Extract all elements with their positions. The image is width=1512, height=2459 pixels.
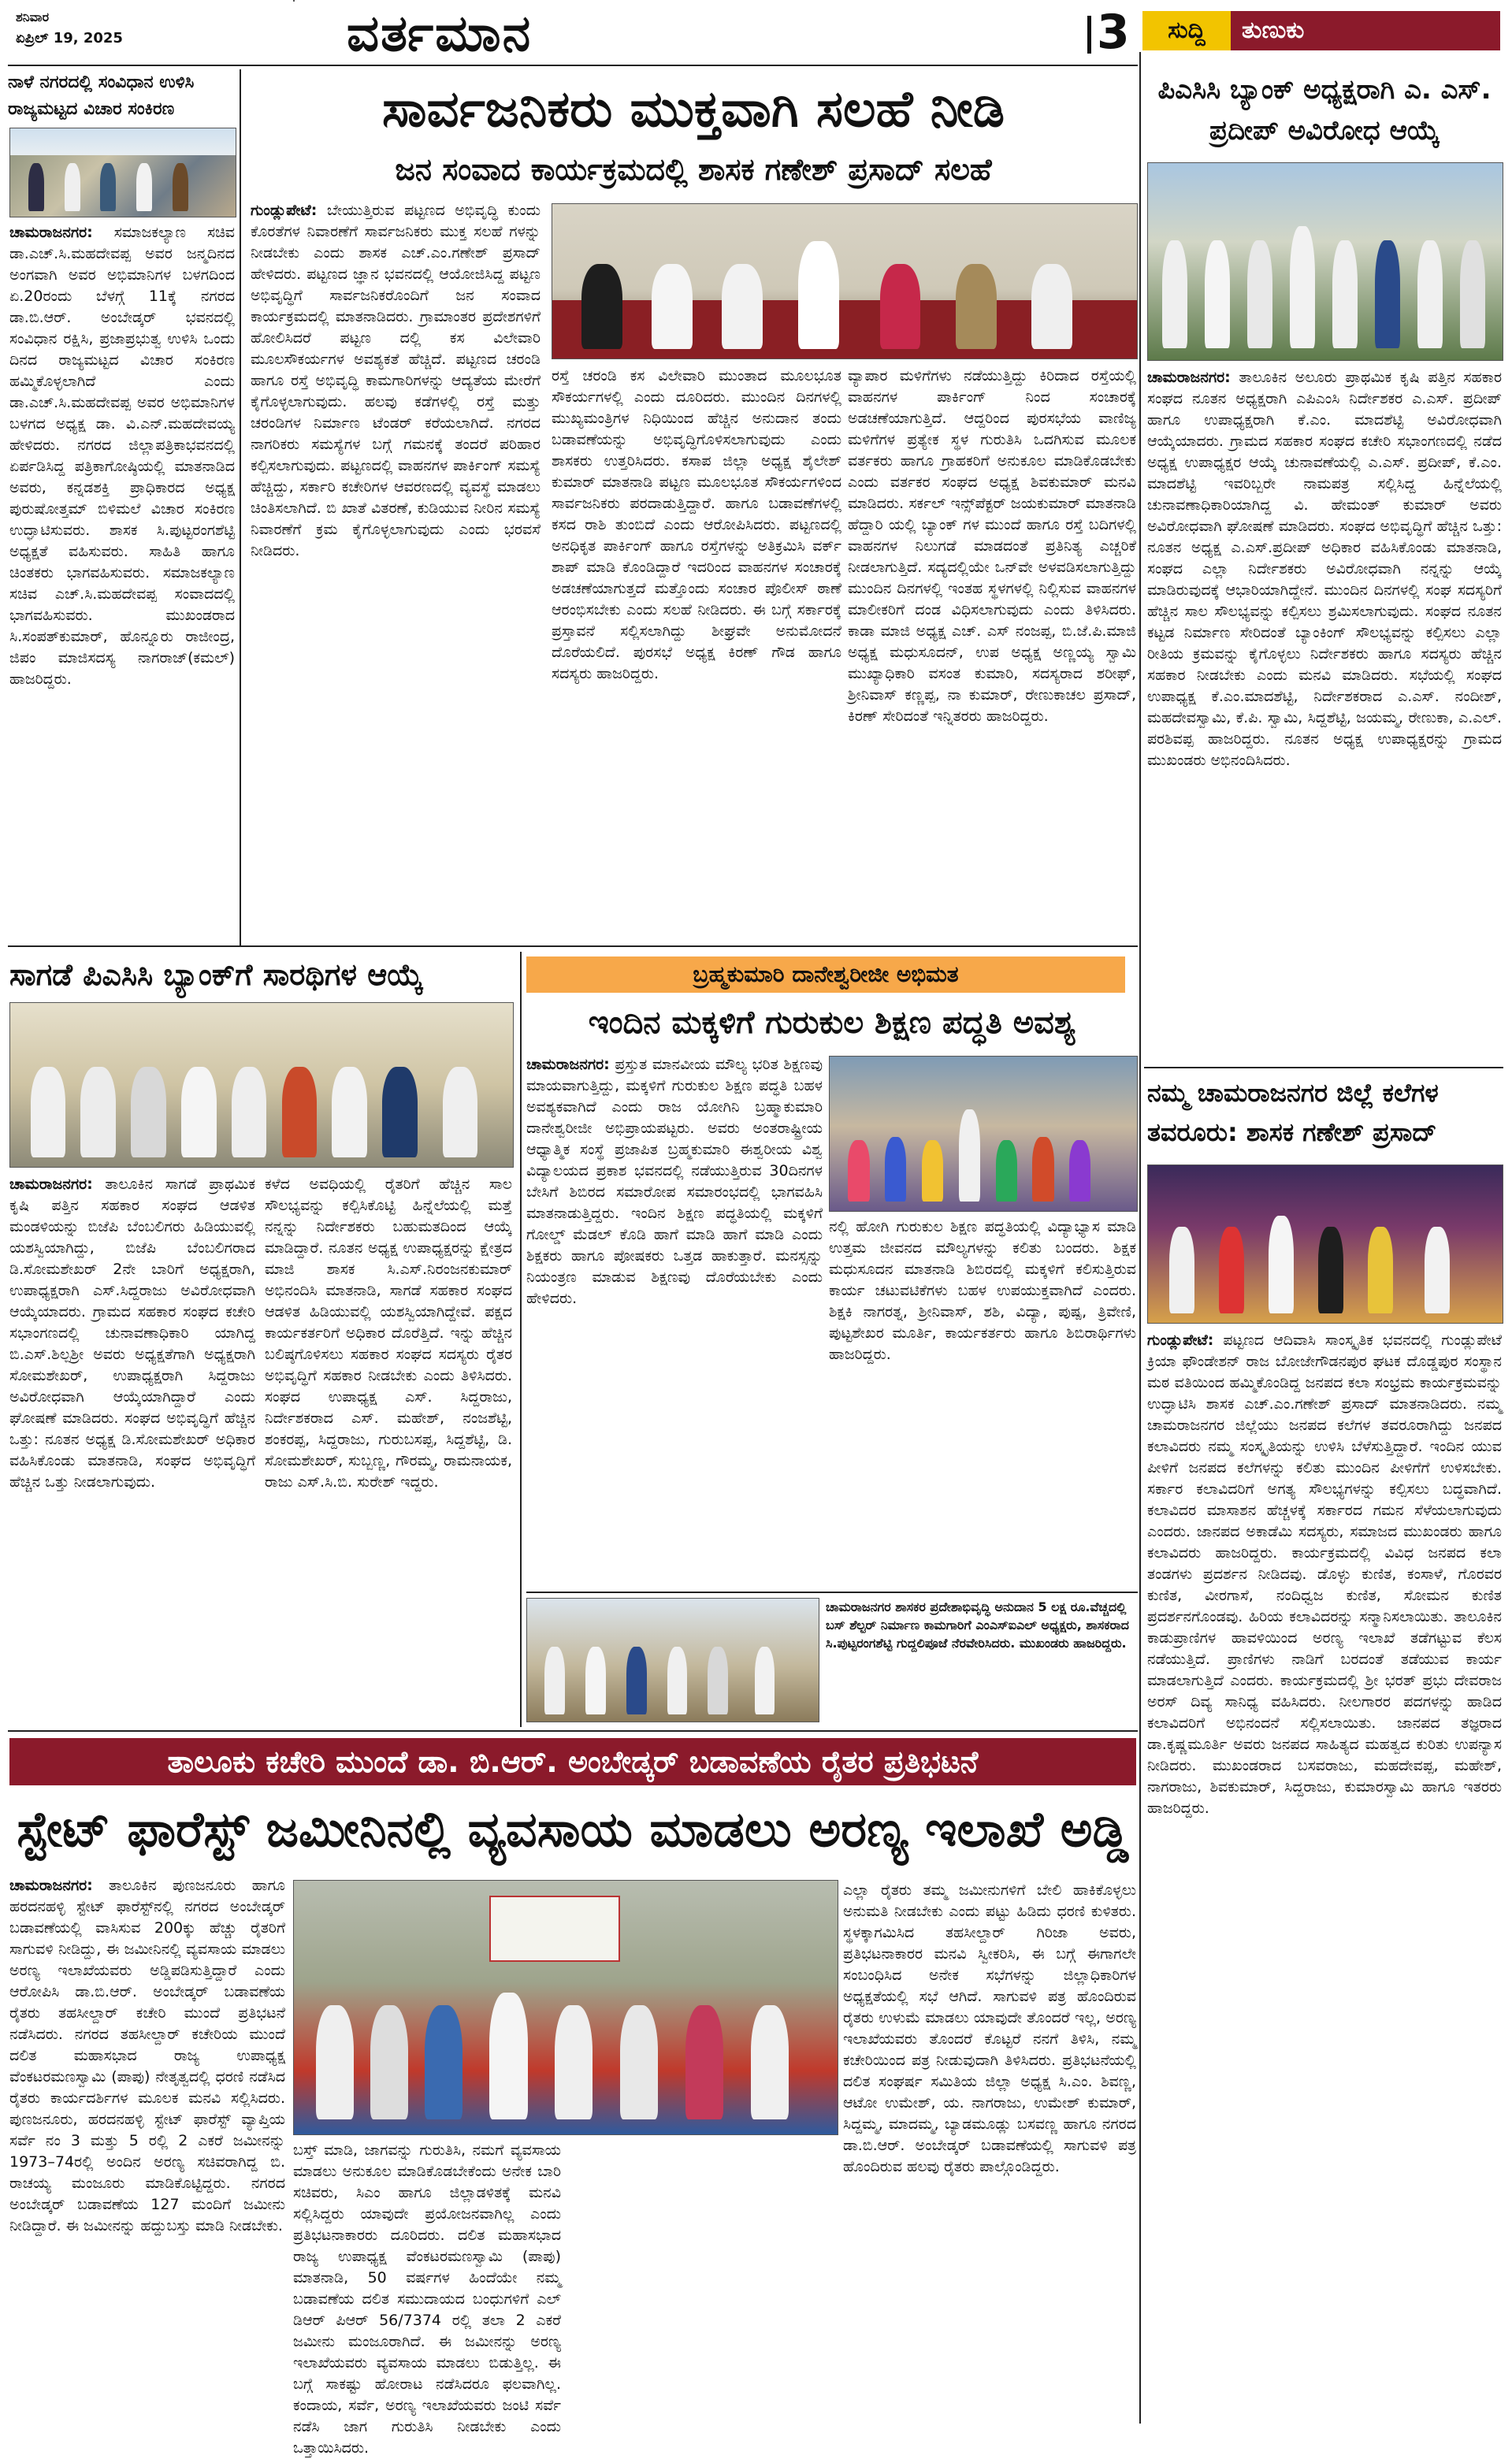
sagade-text-a: ತಾಲೂಕಿನ ಸಾಗಡೆ ಪ್ರಾಥಮಿಕ ಕೃಷಿ ಪತ್ತಿನ ಸಹಕಾರ ಸಂಘದ ಆಡಳಿತ ಮಂಡಳಿಯನ್ನು ಬಿಜೆಪಿ ಬೆಂಬಲಿಗರು ಹಿಡಿಯುವಲ್ಲಿ ಯಶಸ್ವಿಯಾಗಿದ್ದು, ಬಿಜೆಪಿ ಬೆಂಬಲಿಗರಾದ ಡಿ.ಸೋಮಶೇಖರ್ 2ನೇ ಬಾರಿಗೆ ಅಧ್ಯಕ್ಷರಾಗಿ, ಉಪಾಧ್ಯಕ್ಷರಾಗಿ ಎಸ್.ಸಿದ್ದರಾಜು ಅವಿರೋಧವಾಗಿ ಆಯ್ಕೆಯಾದರು. ಗ್ರಾಮದ ಸಹಕಾರ ಸಂಘದ ಕಚೇರಿ ಸಭಾಂಗಣದಲ್ಲಿ ಚುನಾವಣಾಧಿಕಾರಿ ಯಾಗಿದ್ದ ಬಿ.ಎಸ್.ಶಿಲ್ಪಶ್ರೀ ಅವರು ಅಧ್ಯಕ್ಷತೆಗಾಗಿ ಅಧ್ಯಕ್ಷರಾಗಿ ಸೋಮಶೇಖರ್, ಉಪಾಧ್ಯಕ್ಷರಾಗಿ ಸಿದ್ದರಾಜು ಅವಿರೋಧವಾಗಿ ಆಯ್ಕೆಯಾಗಿದ್ದಾರೆ ಎಂದು ಘೋಷಣೆ ಮಾಡಿದರು. ಸಂಘದ ಅಭಿವೃದ್ಧಿಗೆ ಹೆಚ್ಚಿನ ಒತ್ತು: ನೂತನ ಅಧ್ಯಕ್ಷ ಡಿ.ಸೋಮಶೇಖರ್ ಅಧಿಕಾರ ವಹಿಸಿಕೊಂಡು ಮಾತನಾಡಿ, ಸಂಘದ ಅಭಿವೃದ್ಧಿಗೆ ಹೆಚ್ಚಿನ ಒತ್ತು ನೀಡಲಾಗುವುದು. (9, 1176, 255, 1491)
sagade-text-b: ಕಳೆದ ಅವಧಿಯಲ್ಲಿ ರೈತರಿಗೆ ಹೆಚ್ಚಿನ ಸಾಲ ಸೌಲಭ್ಯವನ್ನು ಕಲ್ಪಿಸಿಕೊಟ್ಟಿ ಹಿನ್ನೆಲೆಯಲ್ಲಿ ಮತ್ತೆ ನನ್ನನ್ನು ನಿರ್ದೇಶಕರು ಬಹುಮತದಿಂದ ಆಯ್ಕೆ ಮಾಡಿದ್ದಾರೆ. ನೂತನ ಅಧ್ಯಕ್ಷ ಉಪಾಧ್ಯಕ್ಷರನ್ನು ಕ್ಷೇತ್ರದ ಮಾಜಿ ಶಾಸಕ ಸಿ.ಎಸ್.ನಿರಂಜನಕುಮಾರ್ ಅಭಿನಂದಿಸಿ ಮಾತನಾಡಿ, ಸಾಗಡೆ ಸಹಕಾರ ಸಂಘದ ಆಡಳಿತ ಹಿಡಿಯುವಲ್ಲಿ ಯಶಸ್ವಿಯಾಗಿದ್ದೇವೆ. ಪಕ್ಷದ ಕಾರ್ಯಕರ್ತರಿಗೆ ಅಧಿಕಾರ ದೊರೆತ್ತಿದೆ. ಇನ್ನು ಹೆಚ್ಚಿನ ಬಲಿಷ್ಠಗೊಳಿಸಲು ಸಹಕಾರ ಸಂಘದ ಸದಸ್ಯರು ರೈತರ ಅಭಿವೃದ್ಧಿಗೆ ಸಹಕಾರ ನೀಡಬೇಕು ಎಂದು ತಿಳಿಸಿದರು. ಸಂಘದ ಉಪಾಧ್ಯಕ್ಷ ಎಸ್. ಸಿದ್ದರಾಜು, ನಿರ್ದೇಶಕರಾದ ಎಸ್. ಮಹೇಶ್, ನಂಜಶೆಟ್ಟಿ, ಶಂಕರಪ್ಪ, ಸಿದ್ದರಾಜು, ಗುರುಬಸಪ್ಪ, ಸಿದ್ದಶೆಟ್ಟಿ, ಡಿ. ಸೋಮಶೇಖರ್, ಸುಬ್ಬಣ್ಣ, ಗೌರಮ್ಮ, ರಾಮನಾಯಕ, ರಾಜು ಎಸ್.ಸಿ.ಬಿ. ಸುರೇಶ್ ಇದ್ದರು. (265, 1176, 512, 1491)
right-dateline-1: ಚಾಮರಾಜನಗರ: (1147, 369, 1231, 386)
sagade-headline: ಸಾಗಡೆ ಪಿಎಸಿಸಿ ಬ್ಯಾಂಕ್‌ಗೆ ಸಾರಥಿಗಳ ಆಯ್ಕೆ (9, 957, 424, 992)
brahma-headline: ಇಂದಿನ ಮಕ್ಕಳಿಗೆ ಗುರುಕುಲ ಶಿಕ್ಷಣ ಪದ್ಧತಿ ಅವಶ್ಯ (588, 1005, 1076, 1041)
lead-text-mid: ರಸ್ತೆ ಚರಂಡಿ ಕಸ ವಿಲೇವಾರಿ ಮುಂತಾದ ಮೂಲಭೂತ ಸೌಕರ್ಯಗಳಲ್ಲಿ ಎಂದು ದೂರಿದರು. ಮುಂದಿನ ದಿನಗಳಲ್ಲಿ ಮುಖ್ಯಮಂತ್ರಿಗಳ ನಿಧಿಯಿಂದ ಹೆಚ್ಚಿನ ಅನುದಾನ ತಂದು ಬಡಾವಣೆಯನ್ನು ಅಭಿವೃದ್ಧಿಗೊಳಿಸಲಾಗುವುದು ಎಂದು ಶಾಸಕರು ಉತ್ತರಿಸಿದರು. ಕಸಾಪ ಜಿಲ್ಲಾ ಅಧ್ಯಕ್ಷ ಶೈಲೇಶ್ ಕುಮಾರ್ ಮಾತನಾಡಿ ಪಟ್ಟಣ ಮೂಲಭೂತ ಸೌಕರ್ಯಗಳಿಂದ ಸಾರ್ವಜನಿಕರು ಪರದಾಡುತ್ತಿದ್ದಾರೆ. ಹಾಗೂ ಬಡಾವಣೆಗಳಲ್ಲಿ ಕಸದ ರಾಶಿ ತುಂಬಿದೆ ಎಂದು ಆರೋಪಿಸಿದರು. ಪಟ್ಟಣದಲ್ಲಿ ಅನಧಿಕೃತ ಪಾರ್ಕಿಂಗ್ ಹಾಗೂ ರಸ್ತೆಗಳನ್ನು ಅತಿಕ್ರಮಿಸಿ ವರ್ಕ್ ಶಾಪ್ ಮಾಡಿ ಕೊಂಡಿದ್ದಾರೆ ಇದರಿಂದ ವಾಹನಗಳ ಸಂಚಾರಕ್ಕೆ ಅಡಚಣೆಯಾಗುತ್ತದೆ ಮತ್ತೊಂದು ಸಂಚಾರ ಪೊಲೀಸ್ ಠಾಣೆ ಆರಂಭಿಸಬೇಕು ಎಂದು ಸಲಹೆ ನೀಡಿದರು. ಈ ಬಗ್ಗೆ ಸರ್ಕಾರಕ್ಕೆ ಪ್ರಸ್ತಾವನೆ ಸಲ್ಲಿಸಲಾಗಿದ್ದು ಶೀಘ್ರವೇ ಅನುಮೋದನೆ ದೊರೆಯಲಿದೆ. ಪುರಸಭೆ ಅಧ್ಯಕ್ಷ ಕಿರಣ್ ಗೌಡ ಹಾಗೂ ಸದಸ್ಯರು ಹಾಜರಿದ್ದರು. (552, 367, 841, 682)
lead-headline: ಸಾರ್ವಜನಿಕರು ಮುಕ್ತವಾಗಿ ಸಲಹೆ ನೀಡಿ (381, 80, 1005, 139)
bottom-kicker: ತಾಲೂಕು ಕಚೇರಿ ಮುಂದೆ ಡಾ. ಬಿ.ಆರ್. ಅಂಬೇಡ್ಕರ್ ಬಡಾವಣೆಯ ರೈತರ ಪ್ರತಿಭಟನೆ (9, 1738, 1136, 1785)
masthead-date: ಏಪ್ರಿಲ್ 19, 2025 (16, 30, 123, 46)
bus-shelter-photo (526, 1598, 819, 1722)
brahma-body-b (829, 1216, 1136, 1590)
right-body-2 (1147, 1330, 1502, 2424)
masthead (8, 5, 1138, 63)
right-photo-2 (1147, 1164, 1503, 1324)
protest-photo-main (293, 1880, 838, 2135)
col1-text: ಸಮಾಜಕಲ್ಯಾಣ ಸಚಿವ ಡಾ.ಎಚ್.ಸಿ.ಮಹದೇವಪ್ಪ ಅವರ ಜನ್ಮದಿನದ ಅಂಗವಾಗಿ ಅವರ ಅಭಿಮಾನಿಗಳ ಬಳಗದಿಂದ ಏ.20ರಂದು ಬೆಳಗ್ಗೆ 11ಕ್ಕೆ ನಗರದ ಡಾ.ಬಿ.ಆರ್. ಅಂಬೇಡ್ಕರ್ ಭವನದಲ್ಲಿ ಸಂವಿಧಾನ ರಕ್ಷಿಸಿ, ಪ್ರಜಾಪ್ರಭುತ್ವ ಉಳಿಸಿ ಒಂದು ದಿನದ ರಾಜ್ಯಮಟ್ಟದ ವಿಚಾರ ಸಂಕಿರಣ ಹಮ್ಮಿಕೊಳ್ಳಲಾಗಿದೆ ಎಂದು ಡಾ.ಎಚ್.ಸಿ.ಮಹದೇವಪ್ಪ ಅವರ ಅಭಿಮಾನಿಗಳ ಬಳಗದ ಅಧ್ಯಕ್ಷ ಡಾ. ವಿ.ಎನ್.ಮಹದೇವಯ್ಯ ಹೇಳಿದರು. ನಗರದ ಜಿಲ್ಲಾಪತ್ರಿಕಾಭವನದಲ್ಲಿ ಏರ್ಪಡಿಸಿದ್ದ ಪತ್ರಿಕಾಗೋಷ್ಠಿಯಲ್ಲಿ ಮಾತನಾಡಿದ ಅವರು, ಕನ್ನಡಶಕ್ತಿ ಪ್ರಾಧಿಕಾರದ ಅಧ್ಯಕ್ಷ ಪುರುಷೋತ್ತಮ್ ಬಿಳಿಮಲೆ ವಿಚಾರ ಸಂಕಿರಣ ಉದ್ಘಾಟಿಸುವರು. ಶಾಸಕ ಸಿ.ಪುಟ್ಟರಂಗಶೆಟ್ಟಿ ಅಧ್ಯಕ್ಷತೆ ವಹಿಸುವರು. ಸಾಹಿತಿ ಹಾಗೂ ಚಿಂತಕರು ಭಾಗವಹಿಸುವರು. ಸಮಾಜಕಲ್ಯಾಣ ಸಚಿವ ಎಚ್.ಸಿ.ಮಹದೇವಪ್ಪ ಸಂವಾದದಲ್ಲಿ ಭಾಗವಹಿಸುವರು. ಮುಖಂಡರಾದ ಸಿ.ಸಂಪತ್‌ಕುಮಾರ್, ಹೊನ್ನೂರು ರಾಜೀಂದ್ರ, ಜಿಪಂ ಮಾಜಿಸದಸ್ಯ ನಾಗರಾಜ್(ಕಮಲ್) ಹಾಜರಿದ್ದರು. (9, 224, 235, 688)
right-headline-2: ನಮ್ಮ ಚಾಮರಾಜನಗರ ಜಿಲ್ಲೆ ಕಲೆಗಳ ತವರೂರು: ಶಾಸಕ ಗಣೇಶ್ ಪ್ರಸಾದ್ (1147, 1078, 1439, 1147)
bottom-body-c (843, 1880, 1136, 2424)
col1-headline: ನಾಳೆ ನಗರದಲ್ಲಿ ಸಂವಿಧಾನ ಉಳಿಸಿ ರಾಜ್ಯಮಟ್ಟದ ವಿಚಾರ ಸಂಕಿರಣ (8, 72, 195, 119)
bottom-dateline: ಚಾಮರಾಜನಗರ: (9, 1877, 93, 1894)
brahma-text-a: ಪ್ರಸ್ತುತ ಮಾನವೀಯ ಮೌಲ್ಯ ಭರಿತ ಶಿಕ್ಷಣವು ಮಾಯವಾಗುತ್ತಿದ್ದು, ಮಕ್ಕಳಿಗೆ ಗುರುಕುಲ ಶಿಕ್ಷಣ ಪದ್ಧತಿ ಬಹಳ ಅವಶ್ಯಕವಾಗಿದೆ ಎಂದು ರಾಜ ಯೋಗಿನಿ ಬ್ರಹ್ಮಾಕುಮಾರಿ ದಾನೇಶ್ವರೀಜೀ ಅಭಿಪ್ರಾಯಪಟ್ಟರು. ಅವರು ಅಂತರಾಷ್ಟ್ರೀಯ ಆಧ್ಯಾತ್ಮಿಕ ಸಂಸ್ಥೆ ಪ್ರಜಾಪಿತ ಬ್ರಹ್ಮಕುಮಾರಿ ಈಶ್ವರೀಯ ವಿಶ್ವ ವಿದ್ಯಾಲಯದ ಪ್ರಕಾಶ ಭವನದಲ್ಲಿ ನಡೆಯುತ್ತಿರುವ 30ದಿನಗಳ ಬೇಸಿಗೆ ಶಿಬಿರದ ಸಮಾರೋಪ ಸಮಾರಂಭದಲ್ಲಿ ಭಾಗವಹಿಸಿ ಮಾತನಾಡುತ್ತಿದ್ದರು. ಇಂದಿನ ಶಿಕ್ಷಣ ಪದ್ಧತಿಯಲ್ಲಿ ಮಕ್ಕಳಿಗೆ ಗೋಲ್ಡ್ ಮೆಡಲ್ ಕೊಡಿ ಹಾಗೆ ಮಾಡಿ ಹಾಗೆ ಮಾಡಿ ಎಂದು ಶಿಕ್ಷಕರು ಹಾಗೂ ಪೋಷಕರು ಒತ್ತಡ ಹಾಕುತ್ತಾರೆ. ಮನಸ್ಸನ್ನು ನಿಯಂತ್ರಣ ಮಾಡುವ ಶಿಕ್ಷಣವು ದೊರೆಯಬೇಕು ಎಂದು ಹೇಳಿದರು. (526, 1056, 823, 1307)
bottom-text-a: ತಾಲೂಕಿನ ಪುಣಜನೂರು ಹಾಗೂ ಹರದನಹಳ್ಳಿ ಸ್ಟೇಟ್ ಫಾರೆಸ್ಟ್‌ನಲ್ಲಿ ನಗರದ ಅಂಬೇಡ್ಕರ್ ಬಡಾವಣೆಯಲ್ಲಿ ವಾಸಿಸುವ 200ಕ್ಕು ಹೆಚ್ಚು ರೈತರಿಗೆ ಸಾಗುವಳಿ ನೀಡಿದ್ದು, ಈ ಜಮೀನಿನಲ್ಲಿ ವ್ಯವಸಾಯ ಮಾಡಲು ಅರಣ್ಯ ಇಲಾಖೆಯವರು ಅಡ್ಡಿಪಡಿಸುತ್ತಿದ್ದಾರೆ ಎಂದು ಆರೋಪಿಸಿ ಡಾ.ಬಿ.ಆರ್. ಅಂಬೇಡ್ಕರ್ ಬಡಾವಣೆಯ ರೈತರು ತಹಸೀಲ್ದಾರ್ ಕಚೇರಿ ಮುಂದೆ ಪ್ರತಿಭಟನೆ ನಡೆಸಿದರು. ನಗರದ ತಹಸೀಲ್ದಾರ್ ಕಚೇರಿಯ ಮುಂದೆ ದಲಿತ ಮಹಾಸಭಾದ ರಾಜ್ಯ ಉಪಾಧ್ಯಕ್ಷ ವೆಂಕಟರಮಣಸ್ವಾಮಿ (ಪಾಪು) ನೇತೃತ್ವದಲ್ಲಿ ಧರಣಿ ನಡೆಸಿದ ರೈತರು ಕಾರ್ಯದರ್ಶಿಗಳ ಮೂಲಕ ಮನವಿ ಸಲ್ಲಿಸಿದರು. ಪುಣಜನೂರು, ಹರದನಹಳ್ಳಿ ಸ್ಟೇಟ್ ಫಾರೆಸ್ಟ್ ವ್ಯಾಪ್ತಿಯ ಸರ್ವೆ ನಂ 3 ಮತ್ತು 5 ರಲ್ಲಿ 2 ಎಕರೆ ಜಮೀನನ್ನು 1973–74ರಲ್ಲಿ ಅಂದಿನ ಅರಣ್ಯ ಸಚಿವರಾಗಿದ್ದ ಬಿ. ರಾಚಯ್ಯ ಮಂಜೂರು ಮಾಡಿಕೊಟ್ಟಿದ್ದರು. ನಗರದ ಅಂಬೇಡ್ಕರ್ ಬಡಾವಣೆಯ 127 ಮಂದಿಗೆ ಜಮೀನು ನೀಡಿದ್ದಾರೆ. ಈ ಜಮೀನನ್ನು ಹದ್ದುಬಸ್ತು ಮಾಡಿ ನೀಡಬೇಕು. (9, 1877, 285, 2234)
bottom-text-b: ಬಸ್ತ್ ಮಾಡಿ, ಜಾಗವನ್ನು ಗುರುತಿಸಿ, ನಮಗೆ ವ್ಯವಸಾಯ ಮಾಡಲು ಅನುಕೂಲ ಮಾಡಿಕೊಡಬೇಕೆಂದು ಅನೇಕ ಬಾರಿ ಸಚಿವರು, ಸಿಎಂ ಹಾಗೂ ಜಿಲ್ಲಾಡಳಿತಕ್ಕೆ ಮನವಿ ಸಲ್ಲಿಸಿದ್ದರು ಯಾವುದೇ ಪ್ರಯೋಜನವಾಗಿಲ್ಲ ಎಂದು ಪ್ರತಿಭಟನಾಕಾರರು ದೂರಿದರು. ದಲಿತ ಮಹಾಸಭಾದ ರಾಜ್ಯ ಉಪಾಧ್ಯಕ್ಷ ವೆಂಕಟರಮಣಸ್ವಾಮಿ (ಪಾಪು) ಮಾತನಾಡಿ, 50 ವರ್ಷಗಳ ಹಿಂದೆಯೇ ನಮ್ಮ ಬಡಾವಣೆಯ ದಲಿತ ಸಮುದಾಯದ ಬಂಧುಗಳಿಗೆ ಎಲ್ ಡಿಆರ್ ಪಿಆರ್ 56/7374 ರಲ್ಲಿ ತಲಾ 2 ಎಕರೆ ಜಮೀನು ಮಂಜೂರಾಗಿದೆ. ಈ ಜಮೀನನ್ನು ಅರಣ್ಯ ಇಲಾಖೆಯವರು ವ್ಯವಸಾಯ ಮಾಡಲು ಬಿಡುತ್ತಿಲ್ಲ. ಈ ಬಗ್ಗೆ ಸಾಕಷ್ಟು ಹೋರಾಟ ನಡೆಸಿದರೂ ಫಲವಾಗಿಲ್ಲ. ಕಂದಾಯ, ಸರ್ವೆ, ಅರಣ್ಯ ಇಲಾಖೆಯವರು ಜಂಟಿ ಸರ್ವೆ ನಡೆಸಿ ಜಾಗ ಗುರುತಿಸಿ ನೀಡಬೇಕು ಎಂದು ಒತ್ತಾಯಿಸಿದರು. (293, 2141, 561, 2457)
bottom-text-c: ಎಲ್ಲಾ ರೈತರು ತಮ್ಮ ಜಮೀನುಗಳಿಗೆ ಬೇಲಿ ಹಾಕಿಕೊಳ್ಳಲು ಅನುಮತಿ ನೀಡಬೇಕು ಎಂದು ಪಟ್ಟು ಹಿಡಿದು ಧರಣಿ ಕುಳಿತರು. ಸ್ಥಳಕ್ಕಾಗಮಿಸಿದ ತಹಸೀಲ್ದಾರ್ ಗಿರಿಜಾ ಅವರು, ಪ್ರತಿಭಟನಾಕಾರರ ಮನವಿ ಸ್ವೀಕರಿಸಿ, ಈ ಬಗ್ಗೆ ಈಗಾಗಲೇ ಸಂಬಂಧಿಸಿದ ಅನೇಕ ಸಭೆಗಳನ್ನು ಜಿಲ್ಲಾಧಿಕಾರಿಗಳ ಅಧ್ಯಕ್ಷತೆಯಲ್ಲಿ ಸಭೆ ಆಗಿದೆ. ಸಾಗುವಳಿ ಪತ್ರ ಹೊಂದಿರುವ ರೈತರು ಉಳುಮೆ ಮಾಡಲು ಯಾವುದೇ ತೊಂದರೆ ಇಲ್ಲ, ಅರಣ್ಯ ಇಲಾಖೆಯವರು ತೊಂದರೆ ಕೊಟ್ಟರೆ ನನಗೆ ತಿಳಿಸಿ, ನಮ್ಮ ಕಚೇರಿಯಿಂದ ಪತ್ರ ನೀಡುವುದಾಗಿ ತಿಳಿಸಿದರು. ಪ್ರತಿಭಟನೆಯಲ್ಲಿ ದಲಿತ ಸಂಘರ್ಷ ಸಮಿತಿಯ ಜಿಲ್ಲಾ ಅಧ್ಯಕ್ಷ ಸಿ.ಎಂ. ಶಿವಣ್ಣ, ಆಟೋ ಉಮೇಶ್, ಯ. ನಾಗರಾಜು, ಉಮೇಶ್ ಕುಮಾರ್, ಸಿದ್ದಮ್ಮ, ಮಾದಮ್ಮ, ಬ್ಯಾಡಮೂಡ್ಲು ಬಸವಣ್ಣ ಹಾಗೂ ನಗರದ ಡಾ.ಬಿ.ಆರ್. ಅಂಬೇಡ್ಕರ್ ಬಡಾವಣೆಯಲ್ಲಿ ಸಾಗುವಳಿ ಪತ್ರ ಹೊಂದಿರುವ ಹಲವು ರೈತರು ಪಾಲ್ಗೊಂಡಿದ್ದರು. (843, 1881, 1136, 2175)
lead-dateline: ಗುಂಡ್ಲುಪೇಟೆ: (251, 202, 318, 219)
bottom-body-a (9, 1875, 285, 2424)
lead-body-right (848, 366, 1136, 933)
page-number: 3 (1097, 5, 1130, 60)
col1-body (9, 222, 235, 939)
protest-photo (293, 0, 295, 2)
brahma-photo (829, 1056, 1138, 1212)
lead-text-right: ವ್ಯಾಪಾರ ಮಳಿಗೆಗಳು ನಡೆಯುತ್ತಿದ್ದು ಕಿರಿದಾದ ರಸ್ತೆಯಲ್ಲಿ ವಾಹನಗಳ ಪಾರ್ಕಿಂಗ್ ನಿಂದ ಸಂಚಾರಕ್ಕೆ ಅಡಚಣೆಯಾಗುತ್ತಿದೆ. ಆದ್ದರಿಂದ ಪುರಸಭೆಯ ವಾಣಿಜ್ಯ ಮಳಿಗೆಗಳ ಪ್ರತ್ಯೇಕ ಸ್ಥಳ ಗುರುತಿಸಿ ಒದಗಿಸುವ ಮೂಲಕ ವರ್ತಕರು ಹಾಗೂ ಗ್ರಾಹಕರಿಗೆ ಅನುಕೂಲ ಮಾಡಿಕೊಡಬೇಕು ಎಂದು ವರ್ತಕರ ಸಂಘದ ಅಧ್ಯಕ್ಷ ಶಿವಕುಮಾರ್ ಮನವಿ ಮಾಡಿದರು. ಸರ್ಕಲ್ ಇನ್ಸ್‌ಪೆಕ್ಟರ್ ಜಯಕುಮಾರ್ ಮಾತನಾಡಿ ಹೆದ್ದಾರಿ ಯಲ್ಲಿ ಬ್ಯಾಂಕ್ ಗಳ ಮುಂದೆ ಹಾಗೂ ರಸ್ತೆ ಬದಿಗಳಲ್ಲಿ ವಾಹನಗಳ ನಿಲುಗಡೆ ಮಾಡದಂತೆ ಪ್ರತಿನಿತ್ಯ ಎಚ್ಚರಿಕೆ ನೀಡಲಾಗುತ್ತಿದೆ. ಸದ್ಯದಲ್ಲಿಯೇ ಒನ್‌ವೇ ಅಳವಡಿಸಲಾಗುತ್ತಿದ್ದು ಮುಂದಿನ ದಿನಗಳಲ್ಲಿ ಇಂತಹ ಸ್ಥಳಗಳಲ್ಲಿ ನಿಲ್ಲಿಸುವ ವಾಹನಗಳ ಮಾಲೀಕರಿಗೆ ದಂಡ ವಿಧಿಸಲಾಗುವುದು ಎಂದು ತಿಳಿಸಿದರು. ಕಾಡಾ ಮಾಜಿ ಅಧ್ಯಕ್ಷ ಎಚ್. ಎಸ್ ನಂಜಪ್ಪ, ಬಿ.ಜೆ.ಪಿ.ಮಾಜಿ ಅಧ್ಯಕ್ಷ ಮಧುಸೂದನ್, ಉಪ ಅಧ್ಯಕ್ಷ ಅಣ್ಣಯ್ಯ ಸ್ವಾಮಿ ಮುಖ್ಯಾಧಿಕಾರಿ ವಸಂತ ಕುಮಾರಿ, ಸದಸ್ಯರಾದ ಶರೀಫ್, ಶ್ರೀನಿವಾಸ್ ಕಣ್ಣಪ್ಪ, ನಾ ಕುಮಾರ್, ರೇಣುಕಾಚಲ ಪ್ರಸಾದ್, ಕಿರಣ್ ಸೇರಿದಂತೆ ಇನ್ನಿತರರು ಹಾಜರಿದ್ದರು. (848, 367, 1136, 725)
lead-body-mid (552, 366, 841, 933)
right-text-1: ತಾಲೂಕಿನ ಅಲೂರು ಪ್ರಾಥಮಿಕ ಕೃಷಿ ಪತ್ತಿನ ಸಹಕಾರ ಸಂಘದ ನೂತನ ಅಧ್ಯಕ್ಷರಾಗಿ ಎಪಿಎಂಸಿ ನಿರ್ದೇಶಕರ ಎ.ಎಸ್. ಪ್ರದೀಪ್ ಹಾಗೂ ಉಪಾಧ್ಯಕ್ಷರಾಗಿ ಕೆ.ಎಂ. ಮಾದಶೆಟ್ಟಿ ಅವಿರೋಧವಾಗಿ ಆಯ್ಕೆಯಾದರು. ಗ್ರಾಮದ ಸಹಕಾರ ಸಂಘದ ಕಚೇರಿ ಸಭಾಂಗಣದಲ್ಲಿ ನಡೆದ ಅಧ್ಯಕ್ಷ ಉಪಾಧ್ಯಕ್ಷರ ಆಯ್ಕೆ ಚುನಾವಣೆಯಲ್ಲಿ ಎ.ಎಸ್. ಪ್ರದೀಪ್, ಕೆ.ಎಂ. ಮಾದಶೆಟ್ಟಿ ಇವರಿಬ್ಬರೇ ನಾಮಪತ್ರ ಸಲ್ಲಿಸಿದ್ದ ಹಿನ್ನೆಲೆಯಲ್ಲಿ ಚುನಾವಣಾಧಿಕಾರಿಯಾಗಿದ್ದ ವಿ. ಹೇಮಂತ್ ಕುಮಾರ್ ಅವರು ಅವಿರೋಧವಾಗಿ ಘೋಷಣೆ ಮಾಡಿದರು. ಸಂಘದ ಅಭಿವೃದ್ಧಿಗೆ ಹೆಚ್ಚಿನ ಒತ್ತು: ನೂತನ ಅಧ್ಯಕ್ಷ ಎ.ಎಸ್.ಪ್ರದೀಪ್ ಅಧಿಕಾರ ವಹಿಸಿಕೊಂಡು ಮಾತನಾಡಿ, ಸಂಘದ ಎಲ್ಲಾ ನಿರ್ದೇಶಕರು ಅವಿರೋಧವಾಗಿ ನನ್ನನ್ನು ಆಯ್ಕೆ ಮಾಡಿರುವುದಕ್ಕೆ ಆಭಾರಿಯಾಗಿದ್ದೇನೆ. ಮುಂದಿನ ದಿನಗಳಲ್ಲಿ ಸಂಘ ಸದಸ್ಯರಿಗೆ ಹೆಚ್ಚಿನ ಸಾಲ ಸೌಲಭ್ಯವನ್ನು ಕಲ್ಪಿಸಲು ಶ್ರಮಿಸಲಾಗುವುದು. ಸಂಘದ ನೂತನ ಕಟ್ಟಡ ನಿರ್ಮಾಣ ಸೇರಿದಂತೆ ಬ್ಯಾಂಕಿಂಗ್ ಸೌಲಭ್ಯವನ್ನು ಕಲ್ಪಿಸಲು ಎಲ್ಲಾ ರೀತಿಯ ಕ್ರಮವನ್ನು ಕೈಗೊಳ್ಳಲು ನಿರ್ದೇಶಕರು ಹಾಗೂ ಸದಸ್ಯರು ಹೆಚ್ಚಿನ ಸಹಕಾರ ನೀಡಬೇಕು ಎಂದು ಮನವಿ ಮಾಡಿದರು. ಸಭೆಯಲ್ಲಿ ಸಂಘದ ಉಪಾಧ್ಯಕ್ಷ ಕೆ.ಎಂ.ಮಾದಶೆಟ್ಟಿ, ನಿರ್ದೇಶಕರಾದ ಎ.ಎಸ್. ನಂದೀಶ್, ಮಹದೇವಸ್ವಾಮಿ, ಕೆ.ಪಿ. ಸ್ವಾಮಿ, ಸಿದ್ದಶೆಟ್ಟಿ, ಜಯಮ್ಮ, ರೇಣುಕಾ, ಎ.ಎಲ್. ಪರಶಿವಪ್ಪ ಹಾಜರಿದ್ದರು. ನೂತನ ಅಧ್ಯಕ್ಷ ಉಪಾಧ್ಯಕ್ಷರನ್ನು ಗ್ರಾಮದ ಮುಖಂಡರು ಅಭಿನಂದಿಸಿದರು. (1147, 369, 1502, 769)
section-tag-right: ತುಣುಕು (1231, 11, 1500, 50)
col1-dateline: ಚಾಮರಾಜನಗರ: (9, 224, 93, 241)
bottom-headline: ಸ್ಟೇಟ್ ಫಾರೆಸ್ಟ್ ಜಮೀನಿನಲ್ಲಿ ವ್ಯವಸಾಯ ಮಾಡಲು ಅರಣ್ಯ ಇಲಾಖೆ ಅಡ್ಡಿ (17, 1800, 1129, 1858)
bottom-body-b (293, 2140, 561, 2457)
lead-body-top (251, 200, 541, 933)
right-headline-1: ಪಿಎಸಿಸಿ ಬ್ಯಾಂಕ್ ಅಧ್ಯಕ್ಷರಾಗಿ ಎ. ಎಸ್. ಪ್ರದೀಪ್ ಅವಿರೋಧ ಆಯ್ಕೆ (1157, 74, 1492, 147)
brahma-kicker: ಬ್ರಹ್ಮಕುಮಾರಿ ದಾನೇಶ್ವರೀಜೀ ಅಭಿಮತ (526, 956, 1125, 993)
right-text-2: ಪಟ್ಟಣದ ಆದಿವಾಸಿ ಸಾಂಸ್ಕೃತಿಕ ಭವನದಲ್ಲಿ ಗುಂಡ್ಲುಪೇಟೆ ಕ್ರಿಯಾ ಫೌಂಡೇಶನ್ ರಾಜ ಬೋಜೇಗೌಡನಪುರ ಘಟಕ ದೊಡ್ಡಪುರ ಸಂಸ್ಥಾನ ಮಠ ವತಿಯಿಂದ ಹಮ್ಮಿಕೊಂಡಿದ್ದ ಜನಪದ ಕಲಾ ಸಂಭ್ರಮ ಕಾರ್ಯಕ್ರಮವನ್ನು ಉದ್ಘಾಟಿಸಿ ಶಾಸಕ ಎಚ್.ಎಂ.ಗಣೇಶ್ ಪ್ರಸಾದ್ ಮಾತನಾಡಿದರು. ನಮ್ಮ ಚಾಮರಾಜನಗರ ಜಿಲ್ಲೆಯು ಜನಪದ ಕಲೆಗಳ ತವರೂರಾಗಿದ್ದು ಜನಪದ ಕಲಾವಿದರು ನಮ್ಮ ಸಂಸ್ಕೃತಿಯನ್ನು ಉಳಿಸಿ ಬೆಳೆಸುತ್ತಿದ್ದಾರೆ. ಇಂದಿನ ಯುವ ಪೀಳಿಗೆ ಜನಪದ ಕಲೆಗಳನ್ನು ಕಲಿತು ಮುಂದಿನ ಪೀಳಿಗೆಗೆ ಉಳಿಸಬೇಕು. ಸರ್ಕಾರ ಕಲಾವಿದರಿಗೆ ಅಗತ್ಯ ಸೌಲಭ್ಯಗಳನ್ನು ಕಲ್ಪಿಸಲು ಬದ್ಧವಾಗಿದೆ. ಕಲಾವಿದರ ಮಾಸಾಶನ ಹೆಚ್ಚಳಕ್ಕೆ ಸರ್ಕಾರದ ಗಮನ ಸೆಳೆಯಲಾಗುವುದು ಎಂದರು. ಜಾನಪದ ಅಕಾಡೆಮಿ ಸದಸ್ಯರು, ಸಮಾಜದ ಮುಖಂಡರು ಹಾಗೂ ಕಲಾವಿದರು ಹಾಜರಿದ್ದರು. ಕಾರ್ಯಕ್ರಮದಲ್ಲಿ ವಿವಿಧ ಜನಪದ ಕಲಾ ತಂಡಗಳು ಪ್ರದರ್ಶನ ನೀಡಿದವು. ಡೊಳ್ಳು ಕುಣಿತ, ಕಂಸಾಳೆ, ಗೊರವರ ಕುಣಿತ, ವೀರಗಾಸೆ, ನಂದಿಧ್ವಜ ಕುಣಿತ, ಸೋಮನ ಕುಣಿತ ಪ್ರದರ್ಶನಗೊಂಡವು. ಹಿರಿಯ ಕಲಾವಿದರನ್ನು ಸನ್ಮಾನಿಸಲಾಯಿತು. ತಾಲೂಕಿನ ಕಾಡುಪ್ರಾಣಿಗಳ ಹಾವಳಿಯಿಂದ ಅರಣ್ಯ ಇಲಾಖೆ ತಡೆಗಟ್ಟುವ ಕೆಲಸ ನಡೆಯುತ್ತಿದೆ. ಪ್ರಾಣಿಗಳು ನಾಡಿಗೆ ಬರದಂತೆ ತಡೆಯುವ ಕಾರ್ಯ ಮಾಡಲಾಗುತ್ತಿದೆ ಎಂದರು. ಕಾರ್ಯಕ್ರಮದಲ್ಲಿ ಶ್ರೀ ಭರತ್ ಪ್ರಭು ದೇವರಾಜ ಅರಸ್ ದಿವ್ಯ ಸಾನಿಧ್ಯ ವಹಿಸಿದರು. ನೀಲಗಾರರ ಪದಗಳನ್ನು ಹಾಡಿದ ಕಲಾವಿದರಿಗೆ ಅಭಿನಂದನೆ ಸಲ್ಲಿಸಲಾಯಿತು. ಜಾನಪದ ತಜ್ಞರಾದ ಡಾ.ಕೃಷ್ಣಮೂರ್ತಿ ಅವರು ಜನಪದ ಸಾಹಿತ್ಯದ ಮಹತ್ವದ ಕುರಿತು ಉಪನ್ಯಾಸ ನೀಡಿದರು. ಮುಖಂಡರಾದ ಬಸವರಾಜು, ಮಹದೇವಪ್ಪ, ಮಹೇಶ್, ನಾಗರಾಜು, ಶಿವಕುಮಾರ್, ಸಿದ್ದರಾಜು, ಕುಮಾರಸ್ವಾಮಿ ಹಾಗೂ ಇತರರು ಹಾಜರಿದ್ದರು. (1147, 1332, 1502, 1817)
lead-subhead: ಜನ ಸಂವಾದ ಕಾರ್ಯಕ್ರಮದಲ್ಲಿ ಶಾಸಕ ಗಣೇಶ್ ಪ್ರಸಾದ್ ಸಲಹೆ (395, 152, 992, 187)
sagade-dateline: ಚಾಮರಾಜನಗರ: (9, 1176, 93, 1193)
col1-photo (9, 128, 236, 217)
right-body-1 (1147, 367, 1502, 1060)
masthead-day: ಶನಿವಾರ (16, 9, 50, 24)
sagade-body-a (9, 1174, 255, 1725)
brahma-dateline: ಚಾಮರಾಜನಗರ: (526, 1056, 610, 1073)
sagade-photo (9, 1002, 514, 1168)
section-tag-left: ಸುದ್ದಿ (1142, 11, 1231, 50)
lead-photo (552, 203, 1138, 359)
right-dateline-2: ಗುಂಡ್ಲುಪೇಟೆ: (1147, 1332, 1214, 1349)
bus-shelter-caption: ಚಾಮರಾಜನಗರ ಶಾಸಕರ ಪ್ರದೇಶಾಭಿವೃದ್ಧಿ ಅನುದಾನ 5 ಲಕ್ಷ ರೂ.ವೆಚ್ಚದಲ್ಲಿ ಬಸ್ ಶೆಲ್ಟರ್ ನಿರ್ಮಾಣ ಕಾಮಗಾರಿಗೆ ಎಂಎಸ್‌ಐಎಲ್ ಅಧ್ಯಕ್ಷರು, ಶಾಸಕರಾದ ಸಿ.ಪುಟ್ಟರಂಗಶೆಟ್ಟಿ ಗುದ್ದಲಿಪೂಜೆ ನೆರವೇರಿಸಿದರು. ಮುಖಂಡರು ಹಾಜರಿದ್ದರು. (826, 1599, 1129, 1651)
brahma-body-a (526, 1054, 823, 1590)
brahma-text-b: ನಲ್ಲಿ ಹೋಗಿ ಗುರುಕುಲ ಶಿಕ್ಷಣ ಪದ್ಧತಿಯಲ್ಲಿ ವಿದ್ಯಾಭ್ಯಾಸ ಮಾಡಿ ಉತ್ತಮ ಜೀವನದ ಮೌಲ್ಯಗಳನ್ನು ಕಲಿತು ಬಂದರು. ಶಿಕ್ಷಕ ಮಧುಸೂದನ ಮಾತನಾಡಿ ಶಿಬಿರದಲ್ಲಿ ಮಕ್ಕಳಿಗೆ ಕಲಿಸುತ್ತಿರುವ ಕಾರ್ಯ ಚಟುವಟಿಕೆಗಳು ಬಹಳ ಉಪಯುಕ್ತವಾಗಿದೆ ಎಂದರು. ಶಿಕ್ಷಕಿ ನಾಗರತ್ನ, ಶ್ರೀನಿವಾಸ್, ಶಶಿ, ವಿದ್ಯಾ, ಪುಷ್ಪ, ತ್ರಿವೇಣಿ, ಪುಟ್ಟಶೇಖರ ಮೂರ್ತಿ, ಕಾರ್ಯಕರ್ತರು ಹಾಗೂ ಶಿಬಿರಾರ್ಥಿಗಳು ಹಾಜರಿದ್ದರು. (829, 1218, 1136, 1363)
sagade-body-b (265, 1174, 512, 1725)
masthead-title: ವರ್ತಮಾನ (347, 5, 533, 63)
lead-text-top: ಬೇಯುತ್ತಿರುವ ಪಟ್ಟಣದ ಅಭಿವೃದ್ಧಿ ಕುಂದು ಕೊರತೆಗಳ ನಿವಾರಣೆಗೆ ಸಾರ್ವಜನಿಕರು ಮುಕ್ತ ಸಲಹೆ ಗಳನ್ನು ನೀಡಬೇಕು ಎಂದು ಶಾಸಕ ಎಚ್.ಎಂ.ಗಣೇಶ್ ಪ್ರಸಾದ್ ಹೇಳಿದರು. ಪಟ್ಟಣದ ಜ್ಞಾನ ಭವನದಲ್ಲಿ ಆಯೋಜಿಸಿದ್ದ ಪಟ್ಟಣ ಅಭಿವೃದ್ಧಿಗೆ ಸಾರ್ವಜನಿಕರೊಂದಿಗೆ ಜನ ಸಂವಾದ ಕಾರ್ಯಕ್ರಮದಲ್ಲಿ ಮಾತನಾಡಿದರು. ಗ್ರಾಮಾಂತರ ಪ್ರದೇಶಗಳಿಗೆ ಹೋಲಿಸಿದರೆ ಪಟ್ಟಣ ದಲ್ಲಿ ಕಸ ವಿಲೇವಾರಿ ಮೂಲಸೌಕರ್ಯಗಳ ಅವಶ್ಯಕತೆ ಹೆಚ್ಚಿದೆ. ಪಟ್ಟಣದ ಚರಂಡಿ ಹಾಗೂ ರಸ್ತೆ ಅಭಿವೃದ್ಧಿ ಕಾಮಗಾರಿಗಳನ್ನು ಆದ್ಯತೆಯ ಮೇರೆಗೆ ಕೈಗೊಳ್ಳಲಾಗುವುದು. ಹಲವು ಕಡೆಗಳಲ್ಲಿ ರಸ್ತೆ ಮತ್ತು ಚರಂಡಿಗಳ ನಿರ್ಮಾಣ ಟೆಂಡರ್ ಕರೆಯಲಾಗಿದೆ. ನಗರದ ನಾಗರಿಕರು ಸಮಸ್ಯೆಗಳ ಬಗ್ಗೆ ಗಮನಕ್ಕೆ ತಂದರೆ ಪರಿಹಾರ ಕಲ್ಪಿಸಲಾಗುವುದು. ಪಟ್ಟಣದಲ್ಲಿ ವಾಹನಗಳ ಪಾರ್ಕಿಂಗ್ ಸಮಸ್ಯೆ ಹೆಚ್ಚಿದ್ದು, ಸರ್ಕಾರಿ ಕಚೇರಿಗಳ ಆವರಣದಲ್ಲಿ ವ್ಯವಸ್ಥೆ ಮಾಡಲು ಚಿಂತಿಸಲಾಗಿದೆ. ಬಿ ಖಾತೆ ವಿತರಣೆ, ಕುಡಿಯುವ ನೀರಿನ ಸಮಸ್ಯೆ ನಿವಾರಣೆಗೆ ಕ್ರಮ ಕೈಗೊಳ್ಳಲಾಗುವುದು ಎಂದು ಭರವಸೆ ನೀಡಿದರು. (251, 202, 541, 559)
right-photo-1 (1147, 162, 1503, 361)
masthead-pipe (1087, 16, 1091, 54)
protest-banner (489, 1896, 620, 1962)
